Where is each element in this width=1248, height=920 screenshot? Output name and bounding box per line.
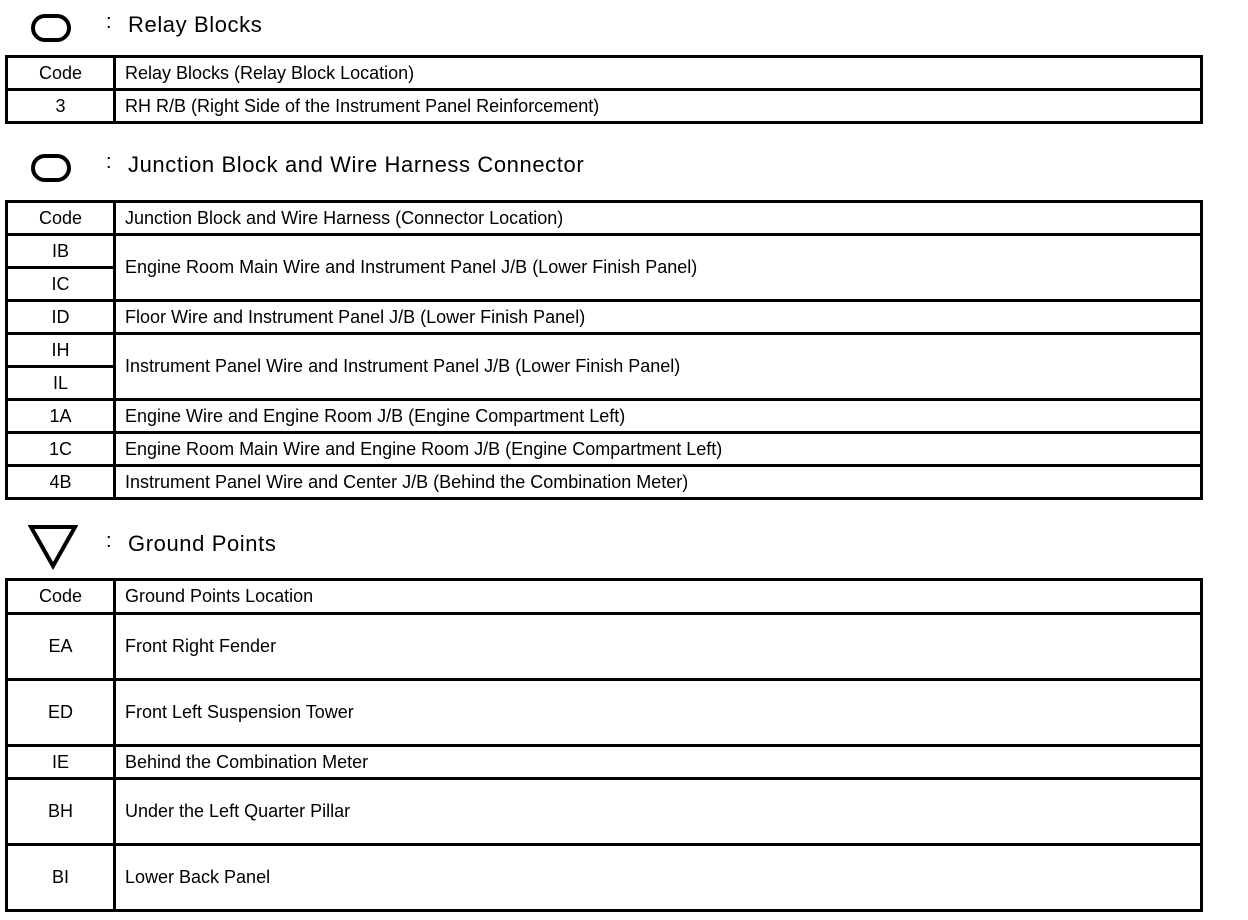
row-code: 1A: [7, 400, 115, 433]
table-row: [7, 301, 1202, 334]
table-header-row: [7, 202, 1202, 235]
row-description: RH R/B (Right Side of the Instrument Panel Reinforcement): [115, 90, 1202, 123]
table-row: [7, 334, 1202, 367]
header-code: Code: [7, 580, 115, 614]
relay-blocks-table: [5, 55, 1203, 124]
row-code: EA: [7, 614, 115, 680]
table-row: [7, 845, 1202, 911]
row-code: IH: [7, 334, 115, 367]
row-code: IE: [7, 746, 115, 779]
row-description: Front Left Suspension Tower: [115, 680, 1202, 746]
junction-block-table: [5, 200, 1203, 500]
table-row: [7, 235, 1202, 268]
row-code: 1C: [7, 433, 115, 466]
row-description: Behind the Combination Meter: [115, 746, 1202, 779]
header-code: Code: [7, 202, 115, 235]
section-title: Relay Blocks: [128, 12, 263, 37]
table-row: [7, 400, 1202, 433]
section-title: Junction Block and Wire Harness Connector: [128, 152, 585, 177]
table-header-row: [7, 57, 1202, 90]
row-description: Instrument Panel Wire and Instrument Panel J/B (Lower Finish Panel): [115, 334, 1202, 400]
table-header-row: [7, 580, 1202, 614]
row-code: ED: [7, 680, 115, 746]
rounded-rectangle-icon: [31, 154, 71, 182]
row-description: Front Right Fender: [115, 614, 1202, 680]
row-description: Engine Wire and Engine Room J/B (Engine Compartment Left): [115, 400, 1202, 433]
row-code: IC: [7, 268, 115, 301]
row-description: Lower Back Panel: [115, 845, 1202, 911]
table-row: [7, 746, 1202, 779]
ground-points-heading: [0, 522, 1248, 562]
table-row: [7, 680, 1202, 746]
row-description: Under the Left Quarter Pillar: [115, 779, 1202, 845]
table-row: [7, 466, 1202, 499]
table-row: [7, 90, 1202, 123]
heading-colon: :: [106, 11, 112, 33]
row-code: 4B: [7, 466, 115, 499]
row-description: Floor Wire and Instrument Panel J/B (Lower Finish Panel): [115, 301, 1202, 334]
row-description: Engine Room Main Wire and Instrument Panel J/B (Lower Finish Panel): [115, 235, 1202, 301]
table-row: [7, 433, 1202, 466]
section-title: Ground Points: [128, 531, 277, 556]
header-code: Code: [7, 57, 115, 90]
table-row: [7, 614, 1202, 680]
heading-colon: :: [106, 530, 112, 552]
table-row: [7, 779, 1202, 845]
header-description: Junction Block and Wire Harness (Connector Location): [115, 202, 1202, 235]
rounded-rectangle-icon: [31, 14, 71, 42]
junction-block-heading: [0, 146, 1248, 186]
row-code: IB: [7, 235, 115, 268]
row-code: 3: [7, 90, 115, 123]
row-description: Engine Room Main Wire and Engine Room J/B (Engine Compartment Left): [115, 433, 1202, 466]
heading-colon: :: [106, 151, 112, 173]
down-triangle-icon: [28, 524, 78, 570]
row-code: ID: [7, 301, 115, 334]
row-code: IL: [7, 367, 115, 400]
row-code: BH: [7, 779, 115, 845]
header-description: Ground Points Location: [115, 580, 1202, 614]
header-description: Relay Blocks (Relay Block Location): [115, 57, 1202, 90]
relay-blocks-heading: [0, 4, 1248, 44]
row-description: Instrument Panel Wire and Center J/B (Behind the Combination Meter): [115, 466, 1202, 499]
row-code: BI: [7, 845, 115, 911]
ground-points-table: [5, 578, 1203, 912]
